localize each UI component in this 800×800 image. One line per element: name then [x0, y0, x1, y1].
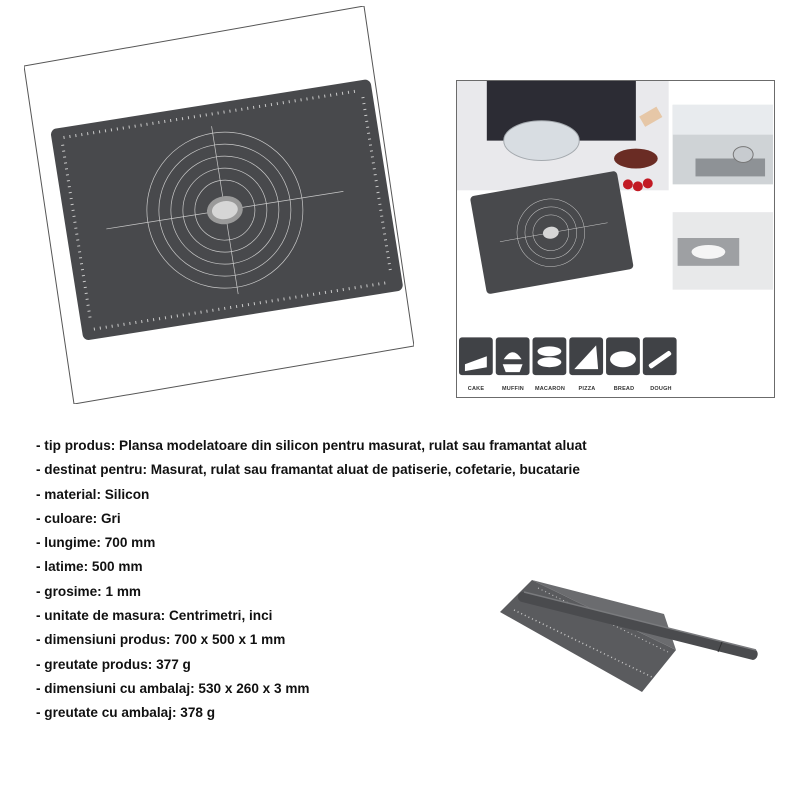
spec-package-weight: - greutate cu ambalaj: 378 g — [36, 705, 216, 721]
spec-product-dimensions: - dimensiuni produs: 700 x 500 x 1 mm — [36, 632, 286, 648]
usage-label-cake: CAKE — [467, 386, 485, 392]
usage-label-pizza: PIZZA — [578, 386, 596, 392]
spec-length: - lungime: 700 mm — [36, 535, 156, 551]
spec-intended-use: - destinat pentru: Masurat, rulat sau framantat aluat de patiserie, cofetarie, bucatarie — [36, 462, 580, 478]
product-photo-collage — [456, 80, 775, 398]
usage-label-muffin: MUFFIN — [502, 386, 524, 392]
spec-color: - culoare: Gri — [36, 510, 121, 526]
usage-label-macaron: MACARON — [534, 386, 566, 392]
usage-label-dough: DOUGH — [650, 386, 672, 392]
spec-thickness: - grosime: 1 mm — [36, 583, 141, 599]
spec-package-dimensions: - dimensiuni cu ambalaj: 530 x 260 x 3 mm — [36, 680, 310, 696]
usage-label-bread: BREAD — [613, 386, 635, 392]
spec-material: - material: Silicon — [36, 486, 150, 502]
product-photo-rolled — [494, 572, 766, 694]
mat-top-view-image — [24, 6, 414, 404]
spec-product-type: - tip produs: Plansa modelatoare din silicon pentru masurat, rulat sau framantat aluat — [36, 438, 587, 453]
product-photo-main — [24, 6, 414, 404]
spec-width: - latime: 500 mm — [36, 559, 143, 575]
rolled-mat-image — [494, 572, 766, 694]
spec-unit: - unitate de masura: Centrimetri, inci — [36, 608, 273, 624]
collage-image — [457, 81, 774, 397]
spec-product-weight: - greutate produs: 377 g — [36, 656, 191, 672]
